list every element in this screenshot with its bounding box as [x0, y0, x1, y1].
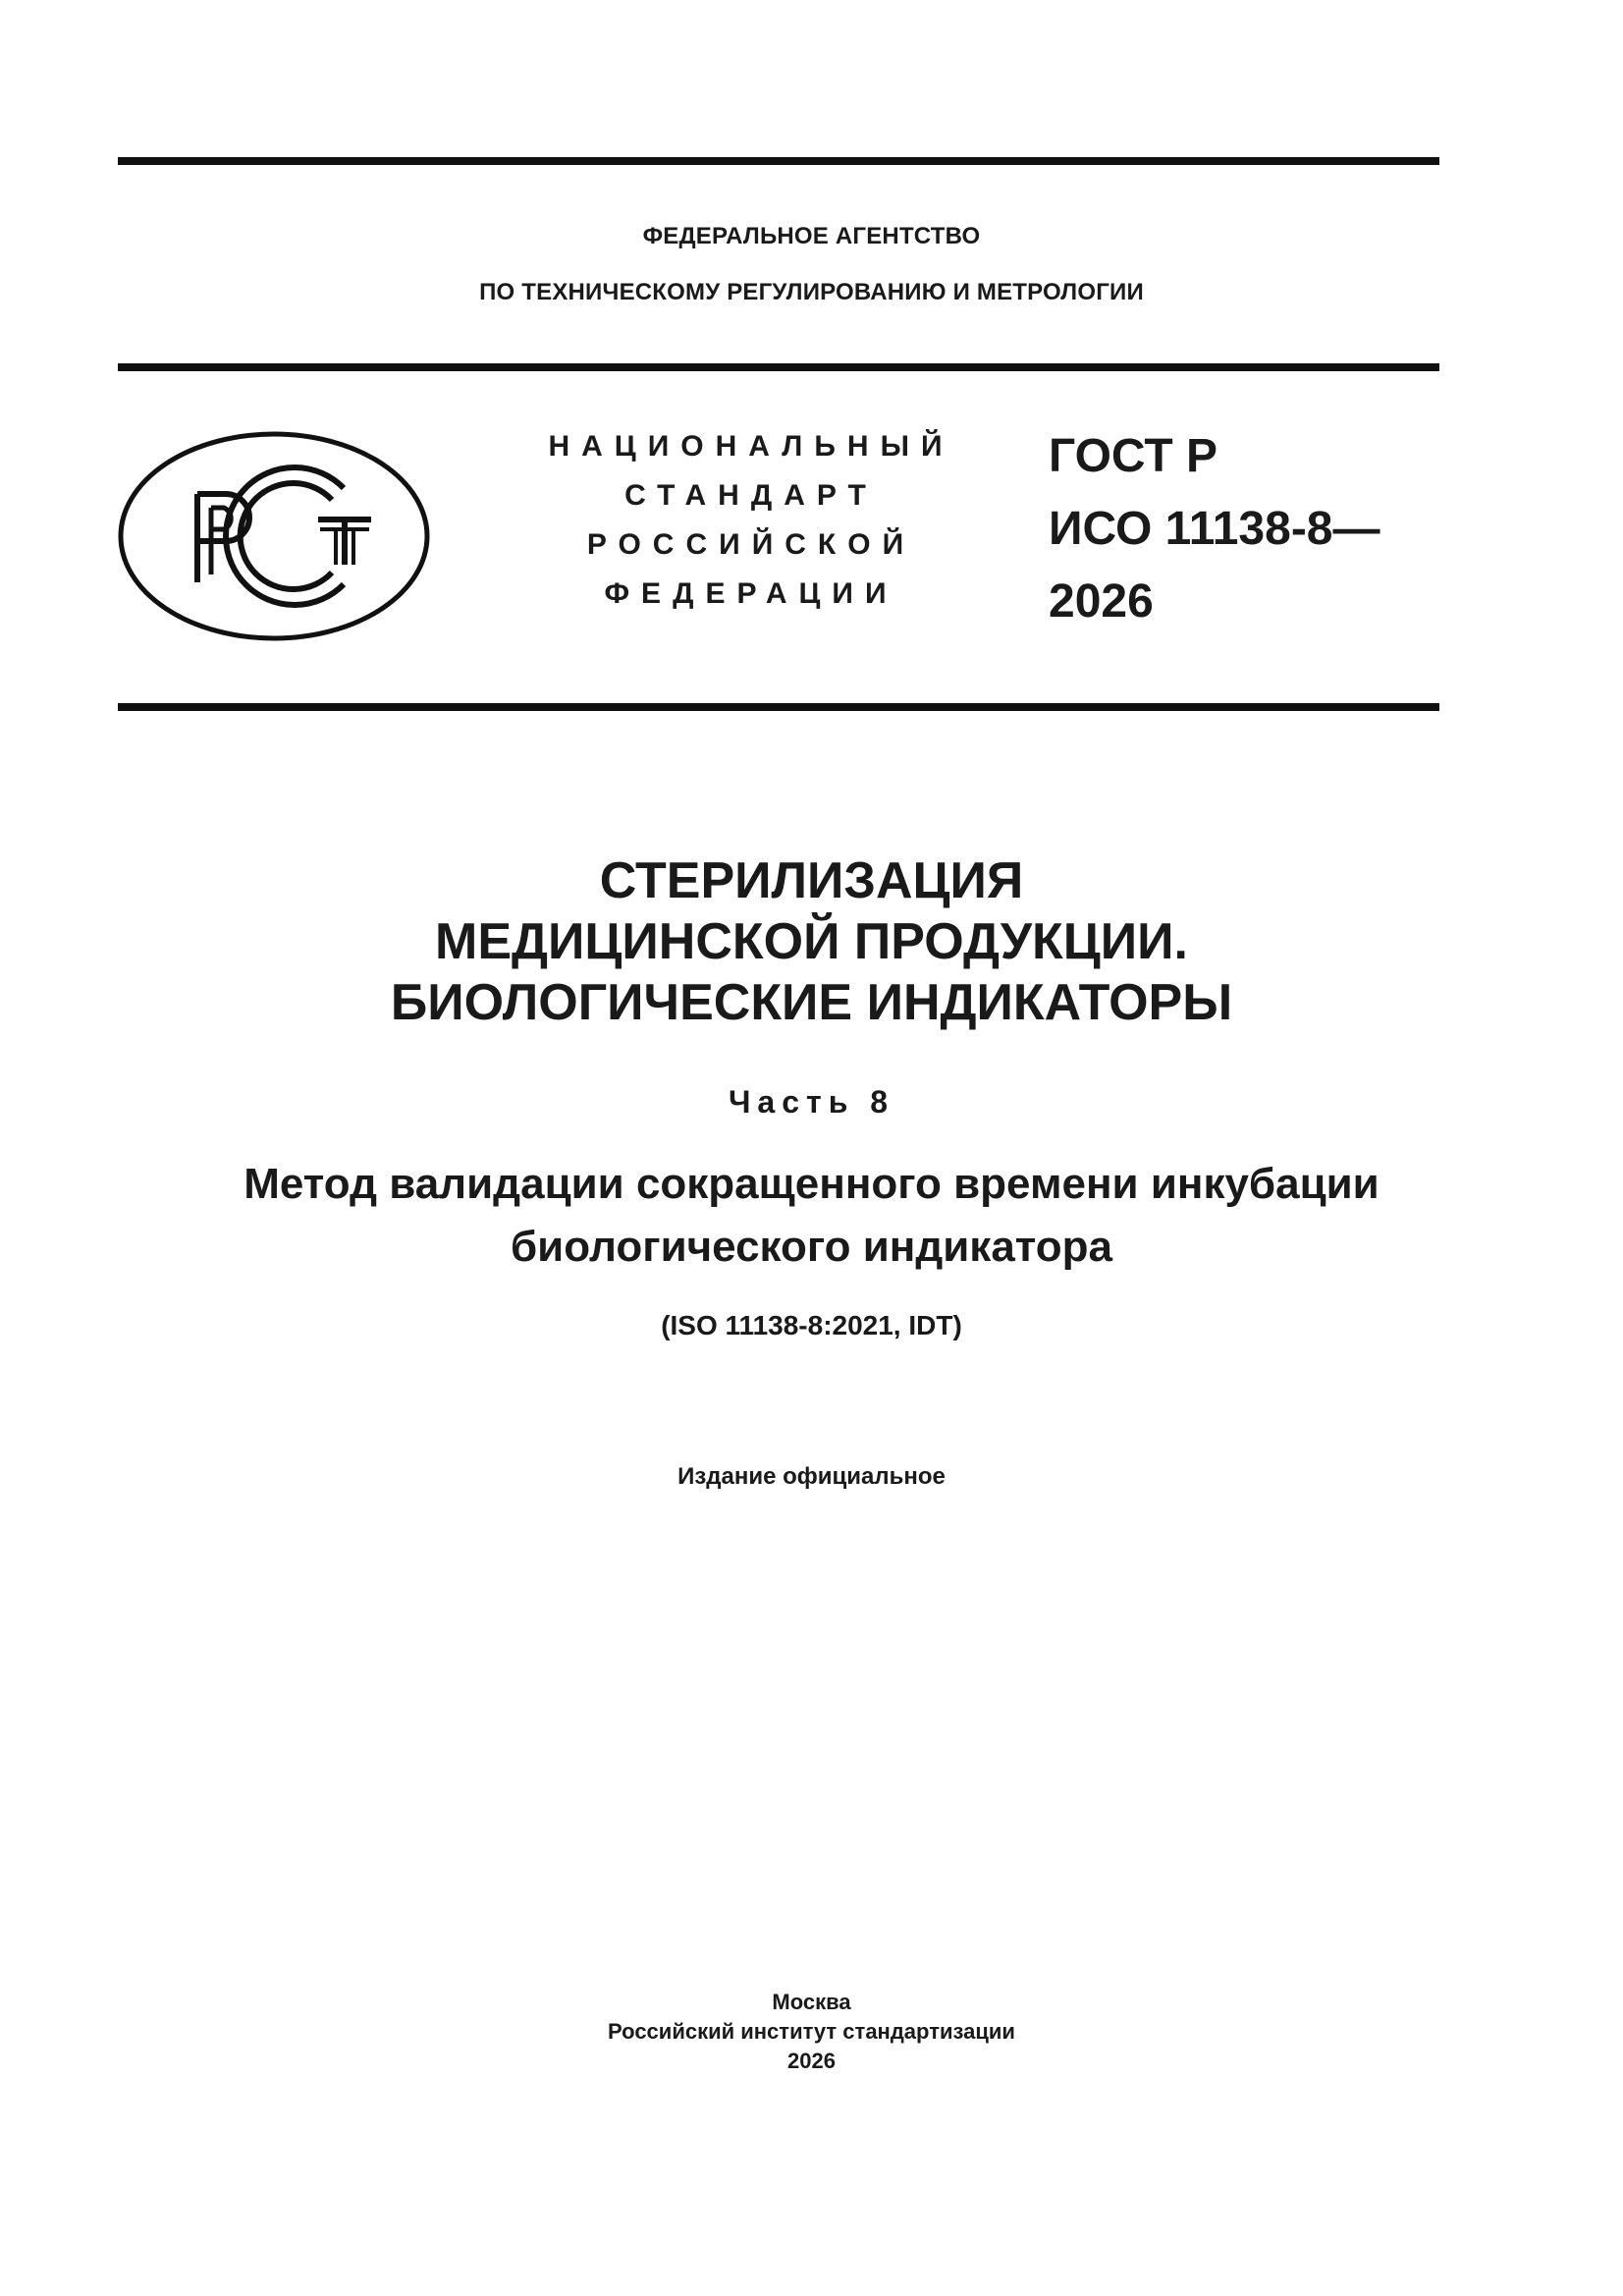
national-standard-label — [530, 422, 972, 619]
imprint-publisher: Российский институт стандартизации — [608, 2019, 1015, 2044]
national-standard-line3: РОССИЙСКОЙ — [586, 528, 916, 561]
imprint-year: 2026 — [787, 2049, 836, 2073]
designation-line2: ИСО 11138-8— — [1049, 503, 1380, 555]
document-title-line2: МЕДИЦИНСКОЙ ПРОДУКЦИИ. — [435, 913, 1188, 970]
designation-line1: ГОСТ Р — [1049, 430, 1218, 482]
imprint-city: Москва — [772, 1990, 851, 2014]
national-standard-line1: НАЦИОНАЛЬНЫЙ — [548, 430, 954, 463]
masthead-divider — [118, 703, 1439, 711]
document-subtitle-line1: Метод валидации сокращенного времени инкубации — [243, 1160, 1380, 1208]
designation-line3: 2026 — [1049, 575, 1154, 628]
standard-designation — [1049, 420, 1380, 638]
document-title-line1: СТЕРИЛИЗАЦИЯ — [599, 852, 1024, 909]
document-subtitle-line2: биологического индикатора — [511, 1223, 1112, 1271]
iso-reference: (ISO 11138-8:2021, IDT) — [661, 1310, 962, 1340]
part-number: Часть 8 — [728, 1084, 895, 1120]
national-standard-line2: СТАНДАРТ — [624, 479, 878, 512]
top-divider — [118, 157, 1439, 165]
agency-name-line2: ПО ТЕХНИЧЕСКОМУ РЕГУЛИРОВАНИЮ И МЕТРОЛОГИИ — [479, 279, 1144, 305]
agency-name-line1: ФЕДЕРАЛЬНОЕ АГЕНТСТВО — [642, 223, 981, 249]
header-divider — [118, 363, 1439, 371]
edition-label: Издание официальное — [677, 1463, 946, 1490]
rst-certification-mark-icon — [116, 427, 432, 645]
national-standard-line4: ФЕДЕРАЦИИ — [604, 577, 898, 610]
document-title-line3: БИОЛОГИЧЕСКИЕ ИНДИКАТОРЫ — [390, 974, 1233, 1031]
